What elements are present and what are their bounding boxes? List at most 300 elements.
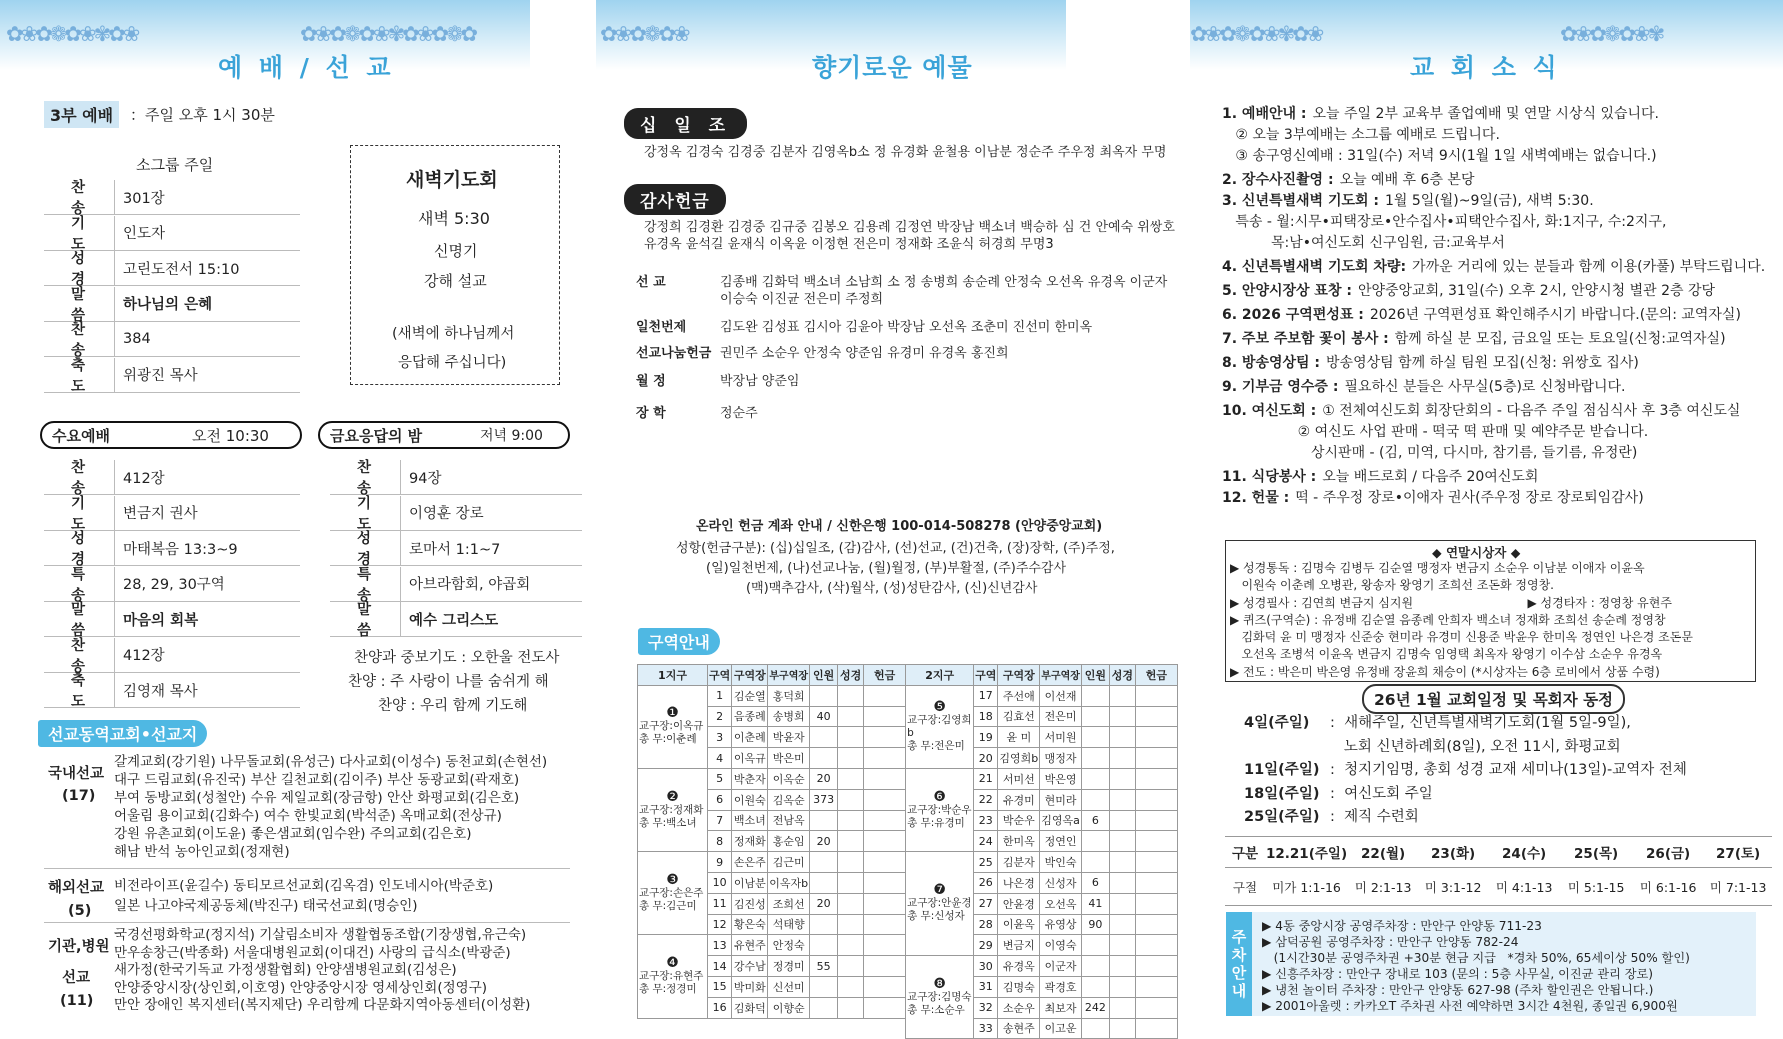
news-item [1222,104,1765,125]
reading-cell: 미 6:1-16 [1632,868,1704,906]
district-cell: 9 [708,852,732,873]
district-group-text: ❽ [933,975,946,992]
district-cell [1135,956,1177,977]
district-group-text: 교구장:박순우 [907,803,972,816]
district-header-cell: 성경 [1109,665,1135,686]
district-cell: 소순우 [998,997,1040,1018]
tithe-label: 십 일 조 [624,108,747,139]
district-cell: 김순열 [732,685,768,706]
reading-cell: 미 3:1-12 [1418,868,1488,906]
news-item-text: 오늘 예배 후 6층 본당 [1339,172,1475,188]
district-cell [838,748,864,769]
district-cell [732,1018,768,1039]
district-cell [1081,727,1109,748]
district-cell [838,852,864,873]
district-cell [810,976,838,997]
district-cell: 안윤경 [998,893,1040,914]
district-cell [1135,1018,1177,1039]
wed-row [44,638,300,673]
reading-header-row [1225,837,1772,868]
reading-header-cell: 구분 [1225,837,1265,868]
district-cell: 23 [974,810,998,831]
service3-row [44,216,300,251]
wed-row-value: 412장 [114,638,165,672]
district-cell [838,1018,864,1039]
parking-line: ▶ 2001아울렛 : 카카오T 주차권 사전 예약하면 3시간 4천원, 종일권 6,900원 [1262,999,1678,1013]
news-item [1222,305,1765,326]
reading-cell: 미 4:1-13 [1488,868,1560,906]
district-cell: 11 [708,893,732,914]
district-cell [1109,748,1135,769]
wed-row [44,673,300,708]
parking-line: ▶ 냉천 놀이터 주차장 : 만안구 안양동 627-98 (주차 할인권은 안됩니다.) [1262,983,1654,997]
district-cell: 24 [974,831,998,852]
parking-line: ▶ 삼덕공원 공영주차장 : 만안구 안양동 782-24 [1262,935,1519,949]
award-line: 김화덕 윤 미 맹정자 신준숭 현미라 유경미 신용준 박윤우 한미옥 정연인 나은경 조돈문 [1230,630,1693,645]
news-item-text: ② 여신도 사업 판매 - 떡국 떡 판매 및 예약주문 받습니다. [1222,424,1649,440]
inst-line: 만안 장애인 복지센터(복지제단) 우리함께 다문화지역아동센터(이성환) [114,997,531,1013]
district-group-text: 교구장:유현주 [639,969,704,982]
district-cell: 33 [974,1018,998,1039]
reading-header-cell: 27(토) [1704,837,1772,868]
wed-row [44,567,300,602]
news-item [1222,488,1765,509]
district-cell [864,872,906,893]
district-cell [1081,976,1109,997]
news-item [1222,467,1765,488]
district-cell: 이춘례 [732,727,768,748]
district-cell: 김진성 [732,893,768,914]
news-item [1222,191,1765,212]
wed-row-value: 마태복음 13:3~9 [114,531,238,565]
district-cell: 박윤자 [768,727,810,748]
offer-names: 정순주 [720,406,758,421]
district-cell: 26 [974,872,998,893]
district-cell [810,914,838,935]
tithe-names: 강정옥 김경숙 김경중 김분자 김영옥b소 정 유경화 윤철용 이남분 정순주 주우정 최옥자 무명 [644,145,1167,160]
divider [44,922,570,923]
reading-cell: 미 2:1-13 [1348,868,1418,906]
district-cell: 맹정자 [1040,748,1082,769]
district-cell [1081,956,1109,977]
service3-row-value: 고린도전서 15:10 [114,251,239,285]
district-cell: 6 [1081,810,1109,831]
district-cell: 안정숙 [768,935,810,956]
district-cell [1109,1018,1135,1039]
district-cell [1135,976,1177,997]
parking-label-char: 안 [1231,964,1247,982]
district-header-cell: 1지구 [638,665,708,686]
flower-decoration-icon: ✿❀✿❁✿❀✾✿❀✿❁✿ [300,22,476,46]
district-cell [1081,1018,1109,1039]
reading-cell: 미 7:1-13 [1704,868,1772,906]
district-cell [1109,956,1135,977]
district-cell [1109,789,1135,810]
wed-row [44,531,300,566]
schedule-date: 25일(주일) [1244,809,1320,825]
service3-time: ：주일 오후 1시 30분 [130,106,275,124]
district-header-cell: 구역장 [732,665,768,686]
award-line: ▶ 퀴즈(구역순) : 유정배 김순열 음종례 안희자 백소녀 정재화 조희선 송순례 정영창 [1230,612,1666,627]
district-cell: 김영희b [998,748,1040,769]
reading-row [1225,868,1772,906]
fri-row-value: 로마서 1:1~7 [400,531,500,565]
service3-row-value: 위광진 목사 [114,358,198,392]
wed-row-key: 기 도 [70,495,99,533]
schedule-date [1244,736,1330,760]
district-cell [1081,831,1109,852]
parking-label-char: 주 [1231,928,1247,946]
district-cell: 홍덕희 [768,685,810,706]
district-cell: 22 [974,789,998,810]
district-group-text: 총 무:전은미 [907,739,965,752]
district-cell: 15 [708,976,732,997]
district-cell: 40 [810,706,838,727]
district-cell [810,748,838,769]
district-cell [1135,831,1177,852]
district-header-cell: 성경 [838,665,864,686]
fri-row-key: 기 도 [356,495,385,533]
district-cell: 박미화 [732,976,768,997]
news-item-text: 2026년 구역편성표 확인해주시기 바랍니다.(문의: 교역자실) [1369,307,1741,323]
district-cell: 30 [974,956,998,977]
district-cell: 18 [974,706,998,727]
district-table [637,664,1178,1039]
fri-row [330,531,582,566]
inst-line: 만우송창근(박종화) 서울대병원교회(이대건) 사랑의 급식소(박광준) [114,944,511,961]
district-cell: 20 [810,768,838,789]
district-group-text: ❸ [666,871,679,888]
offer-names: 김도완 김성표 김시아 김윤아 박장남 오선옥 조춘미 진선미 한미옥 [720,320,1093,335]
district-cell [864,831,906,852]
news-item-label: 10. 여신도회 : [1222,403,1317,419]
district-cell: 박은미 [768,748,810,769]
news-item [1222,233,1765,254]
district-cell: 윤 미 [998,727,1040,748]
district-group-cell [906,768,974,851]
district-group-text: 총 무:유경미 [907,816,965,829]
district-cell: 박춘자 [732,768,768,789]
district-header-cell: 인원 [1081,665,1109,686]
district-cell: 박은영 [1040,768,1082,789]
inst-label-1: 기관,병원 [48,939,110,955]
reading-cell: 구절 [1225,868,1265,906]
schedule-text: : 여신도회 주일 [1330,785,1433,802]
fri-row [330,602,582,637]
district-group-text: 교구장:이옥규 [639,720,704,733]
offer-type: 선 교 [636,275,666,290]
dawn-title: 새벽기도회 [406,169,498,191]
district-group-text: 총 무:이춘례 [639,733,697,746]
reading-header-cell: 25(목) [1560,837,1632,868]
service3-subtitle: 소그룹 주일 [136,156,214,174]
wed-pill [40,421,302,449]
service3-row-key: 찬 송 [70,180,99,217]
district-cell [838,727,864,748]
fri-row-value: 아브라함회, 야곱회 [400,567,530,601]
district-cell [838,872,864,893]
district-cell [838,685,864,706]
wed-row-key: 찬 송 [70,637,99,675]
district-cell [1135,935,1177,956]
news-item-text: ② 오늘 3부예배는 소그룹 예배로 드립니다. [1222,127,1500,143]
news-item-label: 3. 신년특별새벽 기도회 : [1222,193,1379,209]
district-group-cell [638,768,708,851]
district-cell: 박순우 [998,810,1040,831]
schedule-text: : 청지기임명, 총회 성경 교재 세미나(13일)-교역자 전체 [1330,762,1687,778]
district-cell: 2 [708,706,732,727]
district-header-cell: 2지구 [906,665,974,686]
district-header-cell: 인원 [810,665,838,686]
service3-row-key: 축 도 [70,357,99,395]
district-cell: 28 [974,914,998,935]
overseas-count: (5) [68,903,92,919]
district-cell: 이영숙 [1040,935,1082,956]
district-group-text: 총 무:김근미 [639,899,697,912]
district-cell [864,768,906,789]
news-item-text: 방송영상팀 함께 하실 팀원 모집(신청: 위쌍호 집사) [1326,355,1639,371]
news-item [1222,281,1765,302]
district-cell [838,956,864,977]
district-cell: 송현주 [998,1018,1040,1039]
district-cell [1109,893,1135,914]
district-cell [638,1018,708,1039]
district-cell: 유영상 [1040,914,1082,935]
fri-row [330,567,582,602]
parking-label-char: 내 [1231,982,1247,1000]
dawn-preacher: 강해 설교 [424,272,487,290]
district-cell [1081,706,1109,727]
news-header: 교 회 소 식 [1410,53,1561,82]
domestic-line: 부여 동방교회(성철안) 수유 제일교회(장금항) 안산 화평교회(김은호) [114,790,520,806]
news-item [1222,170,1765,191]
district-cell [1109,914,1135,935]
reading-table [1225,836,1772,906]
offer-names: 권민주 소순우 안정숙 양준임 유경미 유경옥 홍진희 [720,346,1009,361]
district-cell: 8 [708,831,732,852]
awards-title: ◆ 연말시상자 ◆ [1432,545,1521,560]
district-cell [810,997,838,1018]
news-item [1222,329,1765,350]
domestic-line: 해남 반석 농아인교회(정재현) [114,844,290,860]
service3-row-value: 301장 [114,180,165,214]
district-cell: 20 [974,748,998,769]
district-cell: 5 [708,768,732,789]
service3-row-key: 성 경 [70,251,99,288]
service3-row-key: 말 씀 [70,286,99,324]
district-cell [1109,706,1135,727]
inst-line: 안양중앙시장(상인회,이호영) 안양중앙시장 영세상인회(정영구) [114,979,488,996]
district-cell: 25 [974,852,998,873]
offer-type: 일천번제 [636,320,687,335]
parking-label [1226,912,1252,1016]
news-item [1222,422,1765,443]
district-cell: 이선재 [1040,685,1082,706]
news-item-label: 7. 주보 주보함 꽃이 봉사 : [1222,331,1389,347]
district-cell [838,935,864,956]
district-cell: 이군자 [1040,956,1082,977]
parking-line: ▶ 신흥주차장 : 만안구 장내로 103 (문의 : 5층 사무실, 이진균 관리 장로) [1262,967,1654,981]
district-cell: 이고운 [1040,1018,1082,1039]
district-cell: 이옥규 [732,748,768,769]
award-line: ▶ 성경필사 : 김연희 변금지 심지원 ▶ 성경타자 : 정영창 유현주 [1230,595,1672,610]
district-cell [810,872,838,893]
service3-row-key: 찬 송 [70,322,99,359]
district-group-text: 총 무:백소녀 [639,816,697,829]
schedule-date: 4일(주일) [1244,715,1310,731]
district-cell [1081,768,1109,789]
district-cell [864,893,906,914]
thanks-names-2: 유경옥 윤석길 윤재식 이옥윤 이정현 전은미 정재화 조윤식 허경희 무명3 [644,237,1054,252]
award-line: ▶ 전도 : 박은미 박은영 유정배 장윤희 채승이 (*시상자는 6층 로비에서 상품 수령) [1230,664,1660,679]
inst-count: (11) [60,993,94,1009]
news-item [1222,257,1765,278]
district-cell: 전남옥 [768,810,810,831]
wed-row-value: 변금지 권사 [114,496,198,530]
district-cell [1135,893,1177,914]
news-item-text: 필요하신 분들은 사무실(5층)로 신청바랍니다. [1344,379,1626,395]
district-cell [810,935,838,956]
district-cell: 박인숙 [1040,852,1082,873]
service3-row [44,251,300,286]
award-line: ▶ 성경통독 : 김명숙 김병두 김순열 맹정자 변금지 소순우 이남분 이애자 이윤옥 [1230,561,1645,575]
domestic-line: 강원 유촌교회(이도윤) 좋은샘교회(임수완) 주의교회(김은호) [114,826,472,842]
offer-names: 김종배 김화덕 백소녀 소남희 소 정 송병희 송순례 안정숙 오선옥 유경옥 이군자 [720,275,1168,290]
service3-row-value: 하나님의 은혜 [114,287,212,321]
reading-header-cell: 23(화) [1418,837,1488,868]
service3-row [44,287,300,322]
news-item-text: 특송 - 월:시무•피택장로•안수집사•피택안수집사, 화:1지구, 수:2지구, [1222,214,1667,230]
district-cell: 55 [810,956,838,977]
district-cell [1081,789,1109,810]
district-cell: 6 [708,789,732,810]
district-cell: 13 [708,935,732,956]
fri-row-key: 성 경 [356,531,385,568]
fri-row-key: 말 씀 [356,602,385,639]
online-line-1: 온라인 헌금 계좌 안내 / 신한은행 100-014-508278 (안양중앙교회) [696,519,1103,534]
district-group-text: 교구장:김영희b [907,713,972,739]
district-cell [838,810,864,831]
district-cell: 유경미 [998,789,1040,810]
news-item-text: 1월 5일(월)~9일(금), 새벽 5:30. [1385,193,1594,209]
schedule-date: 18일(주일) [1244,785,1320,802]
news-item [1222,401,1765,422]
district-row [638,685,1178,706]
wed-row [44,602,300,637]
district-cell [864,789,906,810]
district-cell: 신선미 [768,976,810,997]
district-cell: 강수남 [732,956,768,977]
parking-line: ▶ 4동 중앙시장 공영주차장 : 만안구 안양동 711-23 [1262,919,1542,933]
overseas-line: 비전라이프(윤길수) 동티모르선교회(김옥겸) 인도네시아(박준호) [114,878,494,894]
district-cell [1135,748,1177,769]
news-item-text: ① 전체여신도회 회장단회의 - 다음주 주일 점심식사 후 3층 여신도실 [1322,403,1741,419]
district-cell [864,748,906,769]
district-cell: 홍순임 [768,831,810,852]
district-cell [1109,768,1135,789]
district-header-cell: 부구역장 [768,665,810,686]
district-cell [1081,935,1109,956]
district-group-text: ❹ [666,954,679,971]
fri-row-value: 예수 그리스도 [400,602,498,636]
domestic-line: 대구 드림교회(유진국) 부산 길천교회(김이주) 부산 동광교회(곽재호) [114,772,520,788]
district-cell [708,1018,732,1039]
district-cell: 정연인 [1040,831,1082,852]
district-cell [1109,852,1135,873]
overseas-label: 해외선교 [48,880,105,896]
district-header-cell: 헌금 [1135,665,1177,686]
service3-label: 3부 예배 [44,101,119,128]
district-cell: 서미선 [998,768,1040,789]
district-cell: 14 [708,956,732,977]
district-header-cell: 헌금 [864,665,906,686]
district-cell: 이남분 [732,872,768,893]
flower-decoration-icon: ✿❀✿❁✿❀ [600,22,688,46]
inst-label-2: 선교 [62,970,91,986]
district-cell [864,914,906,935]
parking-label-char: 차 [1231,946,1247,964]
fri-row-value: 94장 [400,460,441,494]
service3-row [44,358,300,393]
district-group-cell [906,852,974,956]
divider [44,868,570,869]
district-group-text: 교구장:손은주 [639,886,704,899]
wed-row [44,460,300,495]
inst-line: 국경선평화학교(정지석) 기살림소비자 생활협동조합(기장생협,유근숙) [114,927,527,943]
reading-header-cell: 22(월) [1348,837,1418,868]
district-cell: 정경미 [768,956,810,977]
district-cell: 신성자 [1040,872,1082,893]
wed-label: 수요예배 [52,426,110,445]
district-cell: 유현주 [732,935,768,956]
district-row [638,768,1178,789]
dawn-note1: (새벽에 하나님께서 [392,326,515,342]
district-cell [864,935,906,956]
district-cell: 김화덕 [732,997,768,1018]
district-group-text: 교구장:정재화 [639,803,704,816]
district-cell [864,685,906,706]
award-line: 이원숙 이춘례 오병관, 왕송자 왕영기 조희선 조돈화 정영창. [1230,578,1554,593]
service3-row-key: 기 도 [70,215,99,253]
reading-cell: 미가 1:1-16 [1265,868,1348,906]
district-cell: 12 [708,914,732,935]
district-cell: 김근미 [768,852,810,873]
district-cell [864,706,906,727]
district-cell [1135,914,1177,935]
news-item [1222,443,1765,464]
district-cell [1109,810,1135,831]
award-line: 오선옥 조병석 이윤옥 변금지 김명숙 임영택 최옥자 왕영기 이수삼 소순우 유경옥 [1230,647,1663,662]
district-group-text: ❻ [933,788,946,805]
district-cell [838,976,864,997]
district-cell [1109,976,1135,997]
wed-row-key: 축 도 [70,673,99,710]
flower-decoration-icon: ✿❀✿❁✿❀✾✿❀ [1190,22,1322,46]
district-cell [1135,685,1177,706]
fri-row-value: 이영훈 장로 [400,496,484,530]
district-cell [838,831,864,852]
schedule-item [1244,783,1687,807]
district-cell [1109,685,1135,706]
offer-names: 박장남 양준임 [720,374,800,389]
district-cell: 10 [708,872,732,893]
district-cell: 백소녀 [732,810,768,831]
district-cell: 유경옥 [998,956,1040,977]
district-cell: 242 [1081,997,1109,1018]
district-cell [1081,852,1109,873]
news-item-text: 오늘 배드로회 / 다음주 20여신도회 [1322,469,1539,485]
district-header-cell: 부구역장 [1040,665,1082,686]
